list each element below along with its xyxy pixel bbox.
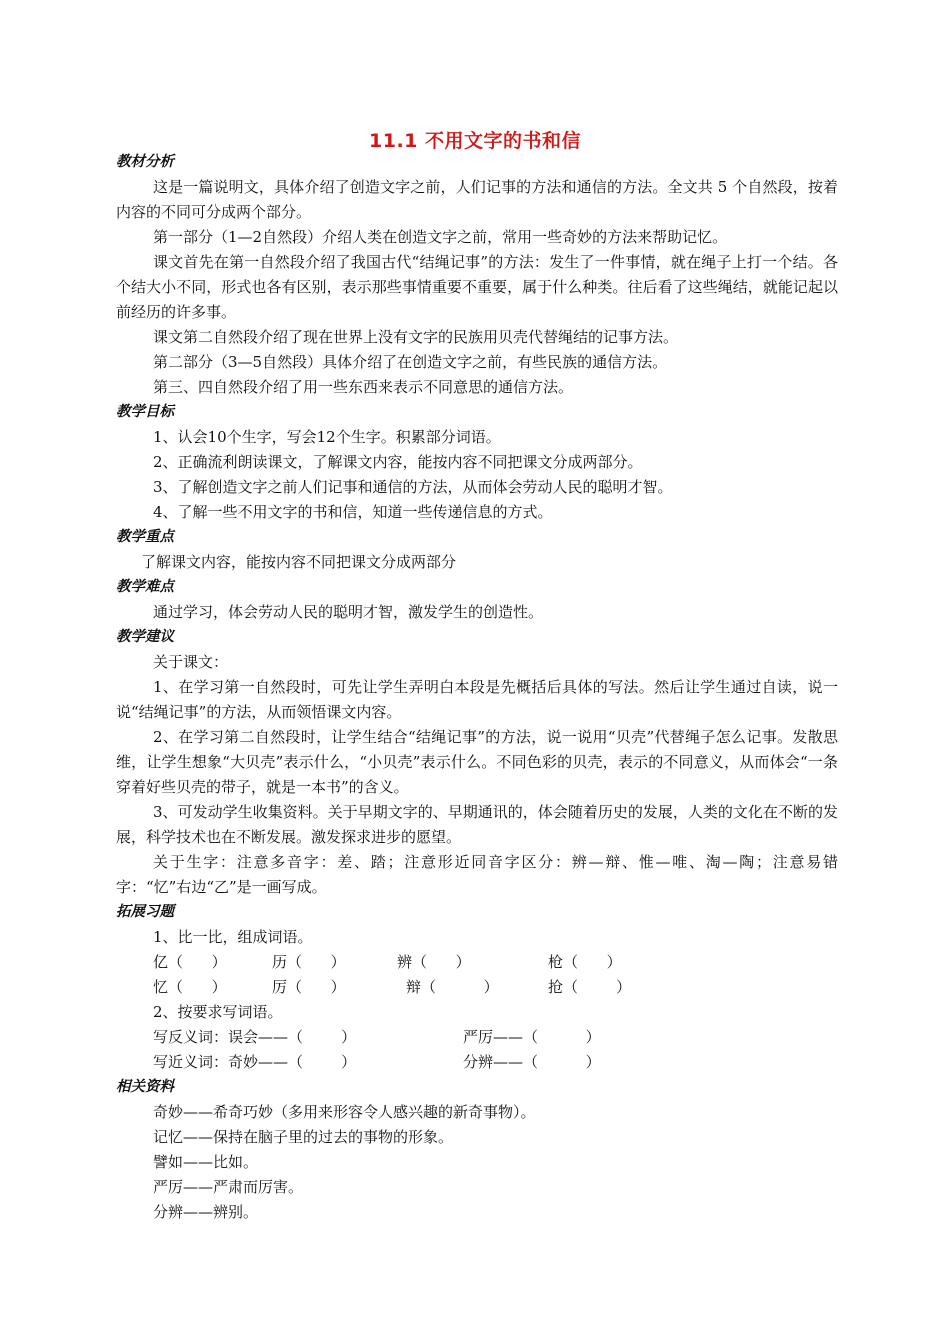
exercise-question: 1、比一比，组成词语。 [153,928,313,946]
exercise-blank: 忆（ ） [153,978,227,996]
paragraph: 第一部分（1—2自然段）介绍人类在创造文字之前，常用一些奇妙的方法来帮助记忆。 [153,228,728,246]
exercise-blank: 写近义词：奇妙——（ ） [153,1053,357,1071]
exercise-blank: 抢（ ） [548,978,632,996]
key-point-text: 了解课文内容，能按内容不同把课文分成两部分 [141,553,457,571]
section-heading-exercises: 拓展习题 [116,904,174,920]
paragraph: 第三、四自然段介绍了用一些东西来表示不同意思的通信方法。 [153,378,574,396]
exercise-row [116,1025,838,1050]
exercise-row [116,1050,838,1075]
glossary-item: 严厉——严肃而厉害。 [153,1178,304,1196]
goal-item: 2、正确流利朗读课文，了解课文内容，能按内容不同把课文分成两部分。 [153,453,643,471]
paragraph: 第二部分（3—5自然段）具体介绍了在创造文字之前，有些民族的通信方法。 [153,353,668,371]
document-body [116,150,838,1225]
suggestion-item: 1、在学习第一自然段时，可先让学生弄明白本段是先概括后具体的写法。然后让学生通过自读，说一说“结绳记事”的方法，从而领悟课文内容。 [116,678,838,721]
section-heading-suggestions: 教学建议 [116,629,174,645]
exercise-blank: 枪（ ） [548,953,622,971]
exercise-blank: 分辨——（ ） [463,1053,601,1071]
glossary-item: 记忆——保持在脑子里的过去的事物的形象。 [153,1128,454,1146]
exercise-row [116,950,838,975]
glossary-item: 分辨——辨别。 [153,1203,259,1221]
exercise-question: 2、按要求写词语。 [153,1003,283,1021]
suggestion-item: 关于生字：注意多音字：差、踏；注意形近同音字区分：辨—辩、惟—唯、淘—陶；注意易错字：“忆”右边“乙”是一画写成。 [116,853,838,896]
exercise-blank: 厉（ ） [272,978,346,996]
exercise-row [116,975,838,1000]
exercise-blank: 历（ ） [272,953,346,971]
paragraph: 课文第二自然段介绍了现在世界上没有文字的民族用贝壳代替绳结的记事方法。 [153,328,679,346]
section-heading-goals: 教学目标 [116,404,174,420]
goal-item: 3、了解创造文字之前人们记事和通信的方法，从而体会劳动人民的聪明才智。 [153,478,673,496]
glossary-item: 譬如——比如。 [153,1153,259,1171]
exercise-blank: 写反义词：误会——（ ） [153,1028,357,1046]
section-heading-key-point: 教学重点 [116,529,174,545]
section-heading-analysis: 教材分析 [116,154,174,170]
difficulty-text: 通过学习，体会劳动人民的聪明才智，激发学生的创造性。 [153,603,544,621]
paragraph: 课文首先在第一自然段介绍了我国古代“结绳记事”的方法：发生了一件事情，就在绳子上打一个结。各个结大小不同，形式也各有区别，表示那些事情重要不重要，属于什么种类。往后看了这些绳结，就能记起以前经历的许多事。 [116,253,838,321]
goal-item: 4、了解一些不用文字的书和信，知道一些传递信息的方式。 [153,503,553,521]
exercise-blank: 亿（ ） [153,953,227,971]
glossary-item: 奇妙——希奇巧妙（多用来形容令人感兴趣的新奇事物）。 [153,1103,536,1121]
suggestion-item: 3、可发动学生收集资料。关于早期文字的、早期通讯的，体会随着历史的发展，人类的文化在不断的发展，科学技术也在不断发展。激发探求进步的愿望。 [116,803,838,846]
exercise-blank: 严厉——（ ） [463,1028,601,1046]
exercise-blank: 辨（ ） [397,953,471,971]
section-heading-materials: 相关资料 [116,1079,174,1095]
goal-item: 1、认会10个生字，写会12个生字。积累部分词语。 [153,428,501,446]
paragraph: 这是一篇说明文，具体介绍了创造文字之前，人们记事的方法和通信的方法。全文共 5 个自然段，按着内容的不同可分成两个部分。 [116,178,838,221]
section-heading-difficulty: 教学难点 [116,579,174,595]
exercise-blank: 辩（ ） [406,978,499,996]
suggestion-item: 关于课文： [153,653,229,671]
document-title: 11.1 不用文字的书和信 [369,130,581,152]
suggestion-item: 2、在学习第二自然段时，让学生结合“结绳记事”的方法，说一说用“贝壳”代替绳子怎么记事。发散思维，让学生想象“大贝壳”表示什么，“小贝壳”表示什么。不同色彩的贝壳，表示的不同意义，从而体会“一条穿着好些贝壳的带子，就是一本书”的含义。 [116,728,838,796]
